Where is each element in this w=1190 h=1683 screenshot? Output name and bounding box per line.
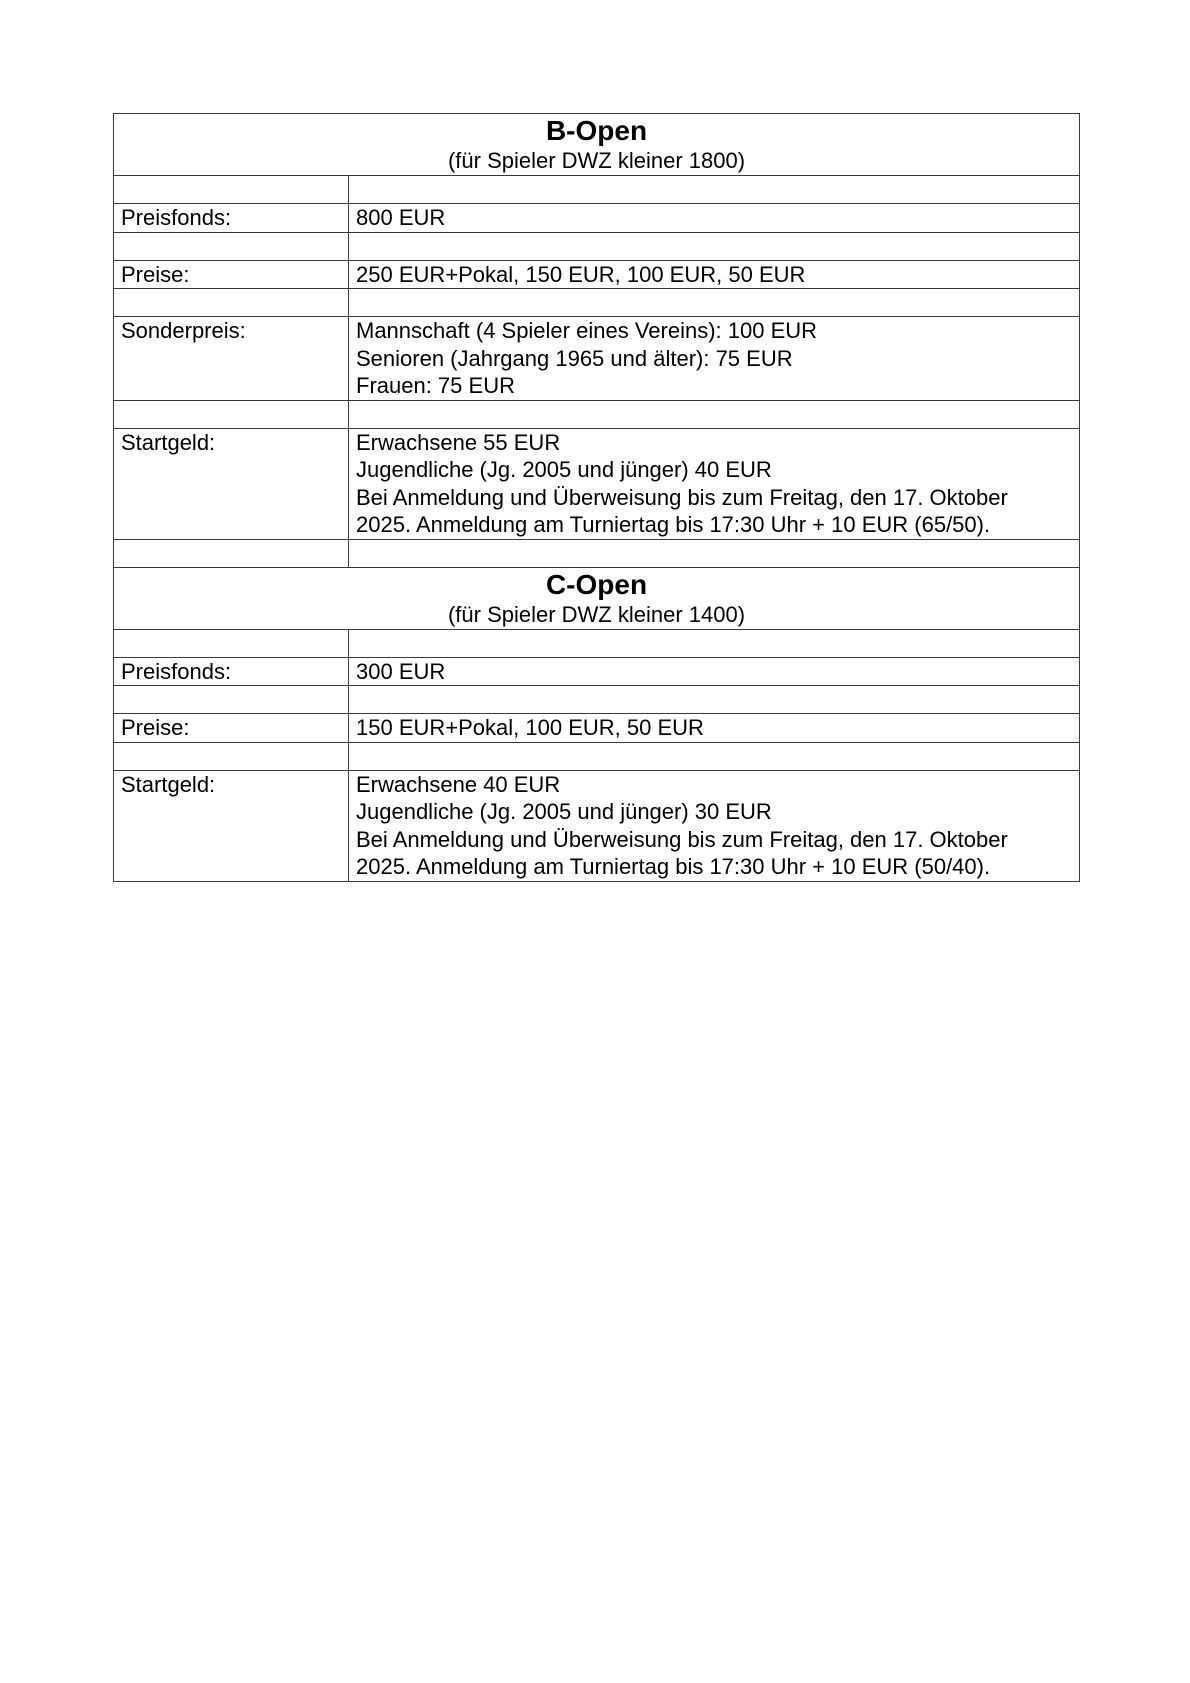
- b-open-sonderpreis-row: [114, 317, 1080, 401]
- c-open-startgeld-label: Startgeld:: [114, 770, 349, 881]
- b-open-sonderpreis-line: Mannschaft (4 Spieler eines Vereins): 100 EUR: [356, 318, 818, 343]
- c-open-preisfonds-value: 300 EUR: [349, 657, 1080, 686]
- b-open-startgeld-row: [114, 428, 1080, 539]
- b-open-preisfonds-label: Preisfonds:: [114, 204, 349, 233]
- c-open-preise-value: 150 EUR+Pokal, 100 EUR, 50 EUR: [349, 714, 1080, 743]
- b-open-startgeld-line: Bei Anmeldung und Überweisung bis zum Freitag, den 17. Oktober: [356, 484, 1008, 510]
- b-open-startgeld-value: [349, 428, 1080, 539]
- b-open-startgeld-label: Startgeld:: [114, 428, 349, 539]
- c-open-subtitle: (für Spieler DWZ kleiner 1400): [447, 601, 746, 627]
- spacer-row: [114, 400, 1080, 428]
- spacer-row: [114, 686, 1080, 714]
- c-open-preisfonds-label: Preisfonds:: [114, 657, 349, 686]
- c-open-startgeld-line: 2025. Anmeldung am Turniertag bis 17:30 Uhr + 10 EUR (50/40).: [356, 854, 991, 879]
- c-open-header-row: [114, 567, 1080, 629]
- b-open-preise-value: 250 EUR+Pokal, 150 EUR, 100 EUR, 50 EUR: [349, 260, 1080, 289]
- c-open-title: C-Open: [545, 568, 648, 600]
- c-open-preisfonds-row: [114, 657, 1080, 686]
- spacer-row: [114, 232, 1080, 260]
- spacer-row: [114, 539, 1080, 567]
- b-open-startgeld-line: Erwachsene 55 EUR: [356, 429, 561, 455]
- spacer-row: [114, 176, 1080, 204]
- b-open-preise-label: Preise:: [114, 260, 349, 289]
- b-open-preise-row: [114, 260, 1080, 289]
- b-open-sonderpreis-label: Sonderpreis:: [114, 317, 349, 401]
- b-open-preisfonds-row: [114, 204, 1080, 233]
- b-open-header-cell: [114, 114, 1080, 176]
- tournament-info-table: [113, 113, 1080, 882]
- b-open-sonderpreis-line: Frauen: 75 EUR: [356, 373, 515, 398]
- spacer-row: [114, 629, 1080, 657]
- c-open-preise-label: Preise:: [114, 714, 349, 743]
- b-open-sonderpreis-line: Senioren (Jahrgang 1965 und älter): 75 EUR: [356, 345, 793, 371]
- spacer-row: [114, 742, 1080, 770]
- b-open-title: B-Open: [545, 115, 648, 146]
- c-open-preise-row: [114, 714, 1080, 743]
- b-open-subtitle: (für Spieler DWZ kleiner 1800): [447, 148, 746, 173]
- c-open-startgeld-line: Erwachsene 40 EUR: [356, 771, 561, 797]
- c-open-header-cell: [114, 567, 1080, 629]
- c-open-startgeld-row: [114, 770, 1080, 881]
- b-open-startgeld-line: 2025. Anmeldung am Turniertag bis 17:30 Uhr + 10 EUR (65/50).: [356, 512, 991, 537]
- b-open-preisfonds-value: 800 EUR: [349, 204, 1080, 233]
- c-open-startgeld-value: [349, 770, 1080, 881]
- c-open-startgeld-line: Jugendliche (Jg. 2005 und jünger) 30 EUR: [356, 799, 772, 824]
- b-open-startgeld-line: Jugendliche (Jg. 2005 und jünger) 40 EUR: [356, 457, 772, 482]
- b-open-header-row: [114, 114, 1080, 176]
- spacer-row: [114, 289, 1080, 317]
- c-open-startgeld-line: Bei Anmeldung und Überweisung bis zum Freitag, den 17. Oktober: [356, 826, 1008, 852]
- b-open-sonderpreis-value: [349, 317, 1080, 401]
